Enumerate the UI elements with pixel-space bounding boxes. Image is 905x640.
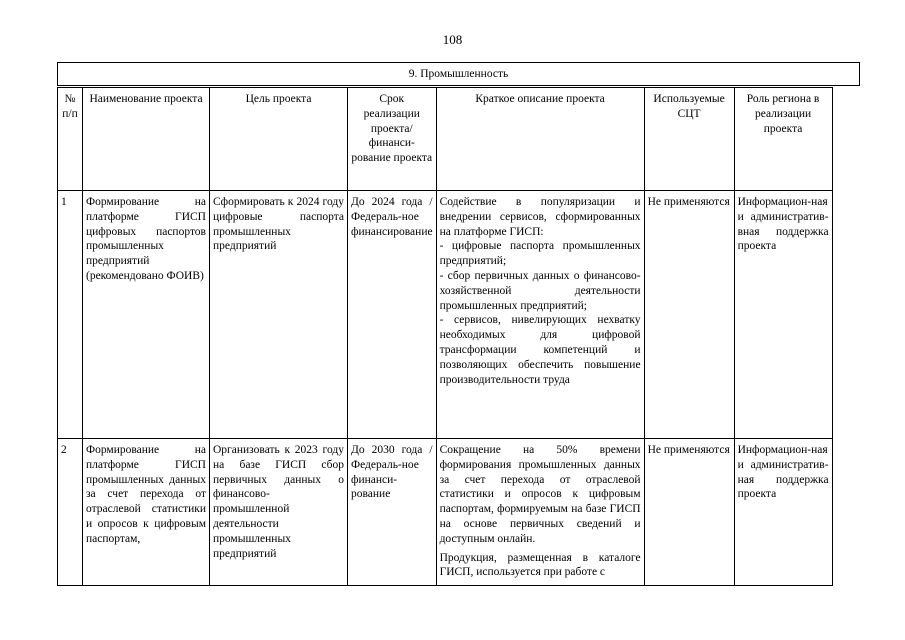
header-term: Срок реализации проекта/ финанси-рование проекта xyxy=(348,88,437,191)
row-tech: Не применяются xyxy=(644,191,734,439)
header-goal: Цель проекта xyxy=(210,88,348,191)
row-tech: Не применяются xyxy=(644,439,734,586)
description-line: - сервисов, нивелирующих нехватку необходимых для цифровой трансформации компетенций и позволяющих обеспечить повышение производительности труда xyxy=(439,314,641,386)
row-role: Информацион-ная и административ-вная поддержка проекта xyxy=(734,191,832,439)
description-line: - цифровые паспорта промышленных предприятий; xyxy=(439,240,641,268)
description-paragraph: Продукция, размещенная в каталоге ГИСП, используется при работе с xyxy=(439,551,641,579)
projects-table xyxy=(57,87,833,586)
row-description xyxy=(436,191,644,439)
section-title: 9. Промышленность xyxy=(57,62,860,86)
table-row xyxy=(58,439,833,586)
row-term: До 2024 года / Федераль-ное финансирование xyxy=(348,191,437,439)
description-paragraph: Сокращение на 50% времени формирования промышленных данных за счет перехода от отраслевой статистики и опросов к цифровым паспортам, формируемым на базе ГИСП на основе первичных сведений и доступным онлайн. xyxy=(439,444,641,545)
row-goal: Сформировать к 2024 году цифровые паспорта промышленных предприятий xyxy=(210,191,348,439)
header-name: Наименование проекта xyxy=(83,88,210,191)
row-num: 2 xyxy=(58,439,83,586)
page-number: 108 xyxy=(442,32,463,47)
table-header-row xyxy=(58,88,833,191)
row-num: 1 xyxy=(58,191,83,439)
description-line: - сбор первичных данных о финансово-хозяйственной деятельности промышленных предприятий; xyxy=(439,269,641,312)
header-tech: Используемые СЦТ xyxy=(644,88,734,191)
row-goal: Организовать к 2023 году на базе ГИСП сбор первичных данных о финансово-промышленной деятельности промышленных предприятий xyxy=(210,439,348,586)
table-row xyxy=(58,191,833,439)
row-name: Формирование на платформе ГИСП промышленных данных за счет перехода от отраслевой статистики и опросов к цифровым паспортам, xyxy=(83,439,210,586)
row-term: До 2030 года / Федераль-ное финанси-рование xyxy=(348,439,437,586)
header-role: Роль региона в реализации проекта xyxy=(734,88,832,191)
header-description: Краткое описание проекта xyxy=(436,88,644,191)
row-name: Формирование на платформе ГИСП цифровых паспортов промышленных предприятий (рекомендовано ФОИВ) xyxy=(83,191,210,439)
row-role: Информацион-ная и административ-ная поддержка проекта xyxy=(734,439,832,586)
header-num: № п/п xyxy=(58,88,83,191)
row-description xyxy=(436,439,644,586)
description-line: Содействие в популяризации и внедрении сервисов, сформированных на платформе ГИСП: xyxy=(439,196,641,238)
